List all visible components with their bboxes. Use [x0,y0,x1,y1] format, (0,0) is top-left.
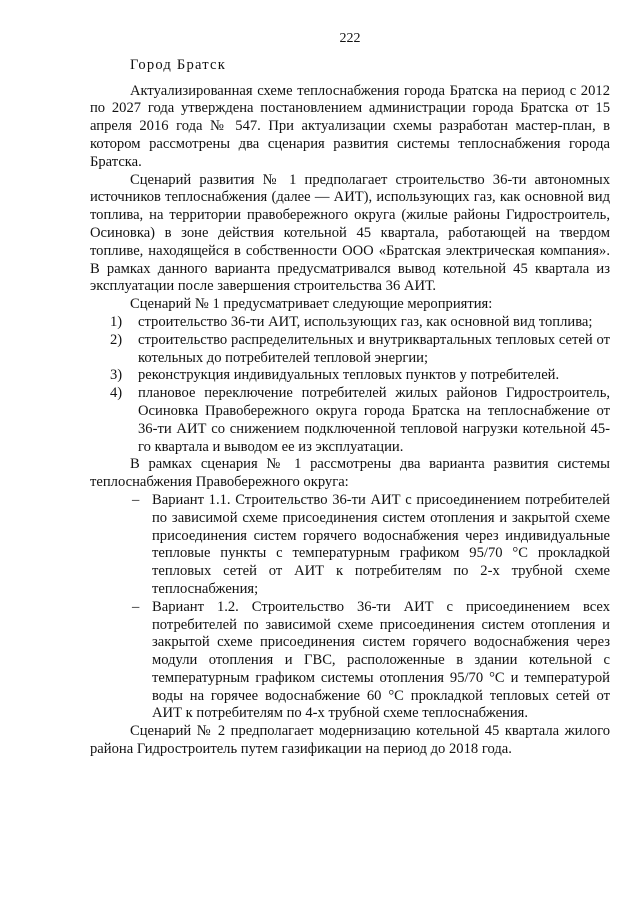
variants-list [90,492,610,723]
page-number: 222 [339,31,361,46]
list-item-text: Вариант 1.2. Строительство 36-ти АИТ с присоединением всех потребителей по зависимой схеме присоединения систем отопления и закрытой схеме присоединения систем горячего водоснабжения через модули отопления и ГВС, расположенные в здании котельной с температурным графиком системы отопления 95/70 °С и температурой воды на горячее водоснабжение 60 °С прокладкой тепловых сетей от АИТ к потребителям по 4-х трубной схеме теплоснабжения. [152,598,610,722]
document-page [90,30,610,759]
list-item [90,332,610,368]
intro-paragraph: Актуализированная схеме теплоснабжения города Братска на период с 2012 по 2027 года утверждена постановлением администрации города Братска от 15 апреля 2016 года № 547. При актуализации схемы разработан мастер-план, в котором рассмотрены два сценария развития системы теплоснабжения города Братска. [90,82,610,170]
section-title: Город Братск [130,56,226,73]
list-item [90,314,610,332]
list-marker: 1) [110,313,123,330]
dash-marker: – [132,491,140,508]
list-item [90,599,610,724]
measures-list [90,314,610,456]
list-item [90,492,610,599]
list-marker: 2) [110,331,123,348]
scenario1-paragraph: Сценарий развития № 1 предполагает строительство 36-ти автономных источников теплоснабжения (далее — АИТ), использующих газ, как основной вид топлива, на территории правобережного округа (жилые районы Гидростроитель, Осиновка) в зоне действия котельной 45 квартала, работающей на твердом топливе, находящейся в собственности ООО «Братская электрическая компания». В рамках данного варианта предусматривался вывод котельной 45 квартала из эксплуатации после завершения строительства 36 АИТ. [90,171,610,295]
list-marker: 4) [110,385,123,402]
list-item-text: строительство распределительных и внутриквартальных тепловых сетей от котельных до потребителей тепловой энергии; [138,331,610,366]
list-item-text: реконструкция индивидуальных тепловых пунктов у потребителей. [138,367,560,384]
measures-intro: Сценарий № 1 предусматривает следующие мероприятия: [130,296,493,313]
list-marker: 3) [110,367,123,384]
variants-intro: В рамках сценария № 1 рассмотрены два варианта развития системы теплоснабжения Правобережного округа: [90,456,610,491]
list-item [90,385,610,456]
list-item-text: плановое переключение потребителей жилых районов Гидростроитель, Осиновка Правобережного округа города Братска на теплоснабжение от 36-ти АИТ со снижением подключенной тепловой нагрузки котельной 45-го квартала и выводом ее из эксплуатации. [138,385,610,455]
list-item [90,367,610,385]
list-item-text: Вариант 1.1. Строительство 36-ти АИТ с присоединением потребителей по зависимой схеме присоединения систем отопления и закрытой схеме присоединения систем горячего водоснабжения через индивидуальные тепловые пункты с температурным графиком 95/70 °С прокладкой тепловых сетей от АИТ к потребителям по 2-х трубной схеме теплоснабжения; [152,491,610,597]
scenario2-paragraph: Сценарий № 2 предполагает модернизацию котельной 45 квартала жилого района Гидростроитель путем газификации на период до 2018 года. [90,723,610,758]
list-item-text: строительство 36-ти АИТ, использующих газ, как основной вид топлива; [138,313,593,330]
dash-marker: – [132,598,140,615]
